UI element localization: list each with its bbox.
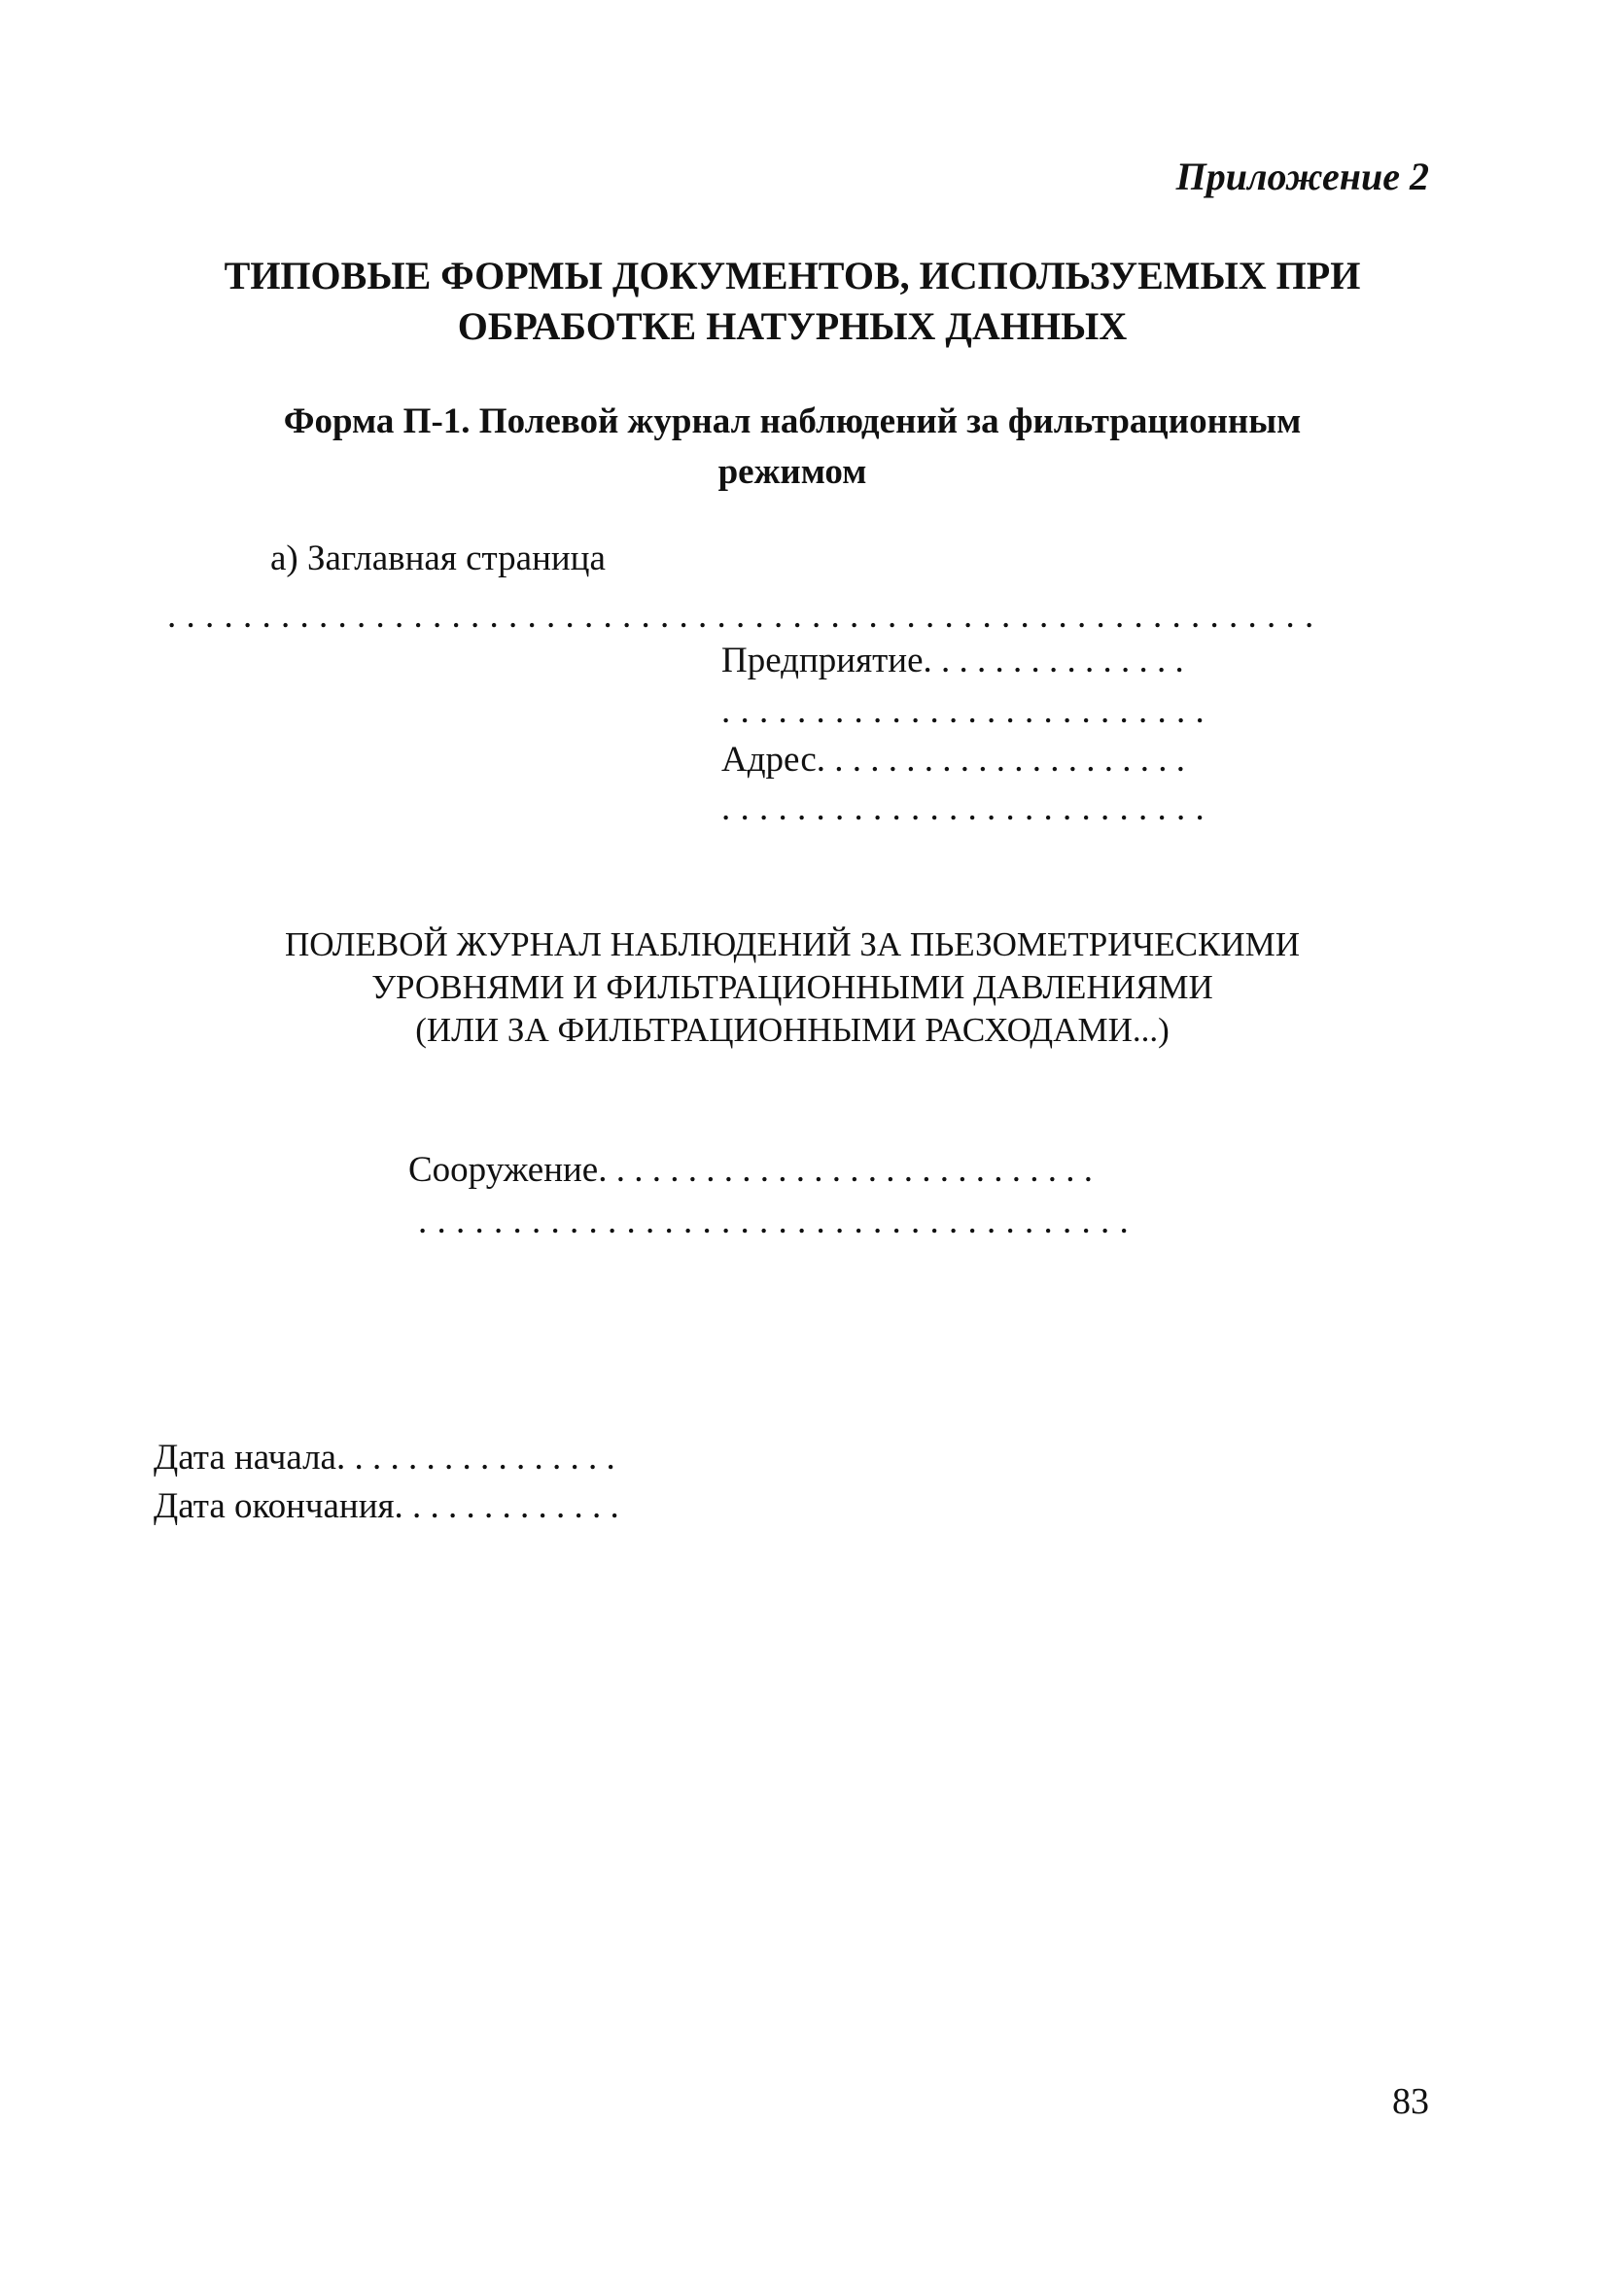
- document-title-line-2: ОБРАБОТКЕ НАТУРНЫХ ДАННЫХ: [457, 304, 1128, 348]
- page-number: 83: [1392, 2081, 1429, 2122]
- structure-field: Сооружение. . . . . . . . . . . . . . . . . . . . . . . . . . . .: [408, 1150, 1093, 1190]
- document-title-line-1: ТИПОВЫЕ ФОРМЫ ДОКУМЕНТОВ, ИСПОЛЬЗУЕМЫХ ПРИ: [224, 254, 1361, 297]
- address-continuation-line: . . . . . . . . . . . . . . . . . . . . . . . . . .: [721, 788, 1205, 828]
- journal-title: [146, 923, 1439, 1052]
- subheading-title-page: а) Заглавная страница: [270, 539, 606, 578]
- end-date-field: Дата окончания. . . . . . . . . . . . .: [154, 1486, 619, 1526]
- journal-title-line-2: УРОВНЯМИ И ФИЛЬТРАЦИОННЫМИ ДАВЛЕНИЯМИ: [371, 968, 1213, 1006]
- journal-title-line-3: (ИЛИ ЗА ФИЛЬТРАЦИОННЫМИ РАСХОДАМИ...): [415, 1011, 1170, 1049]
- address-field: Адрес. . . . . . . . . . . . . . . . . . . . .: [721, 740, 1186, 780]
- document-title: [146, 251, 1439, 352]
- enterprise-field: Предприятие. . . . . . . . . . . . . . .: [721, 641, 1184, 680]
- structure-continuation-line: . . . . . . . . . . . . . . . . . . . . . . . . . . . . . . . . . . . . . .: [418, 1201, 1130, 1241]
- form-title: [146, 397, 1439, 498]
- appendix-label: Приложение 2: [1175, 155, 1429, 198]
- journal-title-line-1: ПОЛЕВОЙ ЖУРНАЛ НАБЛЮДЕНИЙ ЗА ПЬЕЗОМЕТРИЧЕСКИМИ: [284, 925, 1301, 963]
- form-title-line-1: Форма П-1. Полевой журнал наблюдений за фильтрационным: [283, 401, 1302, 441]
- top-dotted-line: . . . . . . . . . . . . . . . . . . . . . . . . . . . . . . . . . . . . . . . . . . . . . . . . . . . . . . . . . . . . .: [167, 596, 1314, 636]
- form-title-line-2: режимом: [717, 452, 867, 492]
- start-date-field: Дата начала. . . . . . . . . . . . . . . .: [154, 1438, 615, 1478]
- enterprise-continuation-line: . . . . . . . . . . . . . . . . . . . . . . . . . .: [721, 691, 1205, 731]
